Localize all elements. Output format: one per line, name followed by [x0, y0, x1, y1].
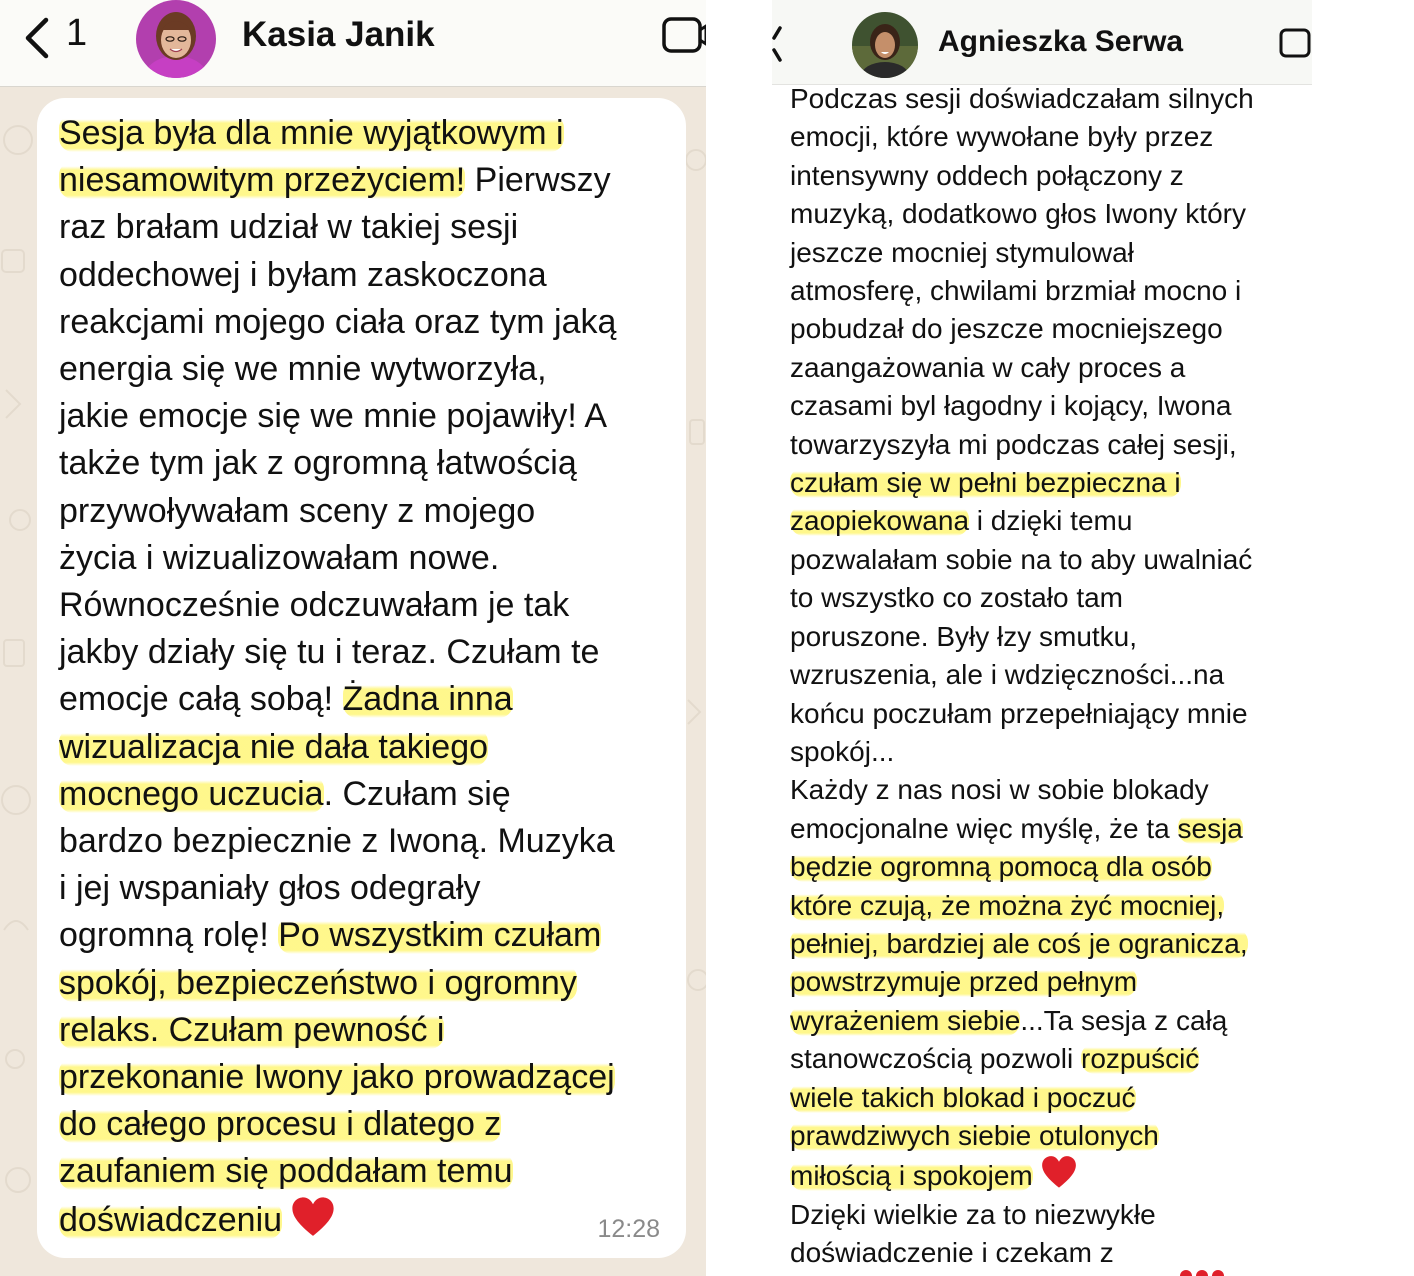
text-segment: jakie emocje się we mnie pojawiły! A	[59, 397, 608, 436]
message-timestamp: 12:28	[597, 1215, 660, 1243]
highlighted-text: mocnego uczucia	[59, 774, 324, 813]
unread-count[interactable]: 1	[66, 12, 88, 54]
contact-name[interactable]: Agnieszka Serwa	[938, 25, 1184, 58]
message-line	[790, 310, 1290, 348]
highlighted-text: będzie ogromną pomocą dla osób	[790, 851, 1212, 883]
text-segment	[1033, 1160, 1041, 1191]
text-segment: muzyką, dodatkowo głos Iwony który	[790, 198, 1246, 230]
message-line	[59, 299, 679, 346]
message-line	[790, 272, 1290, 310]
text-segment: bardzo bezpiecznie z Iwoną. Muzyka	[59, 822, 615, 861]
text-segment: stanowczością pozwoli	[790, 1043, 1082, 1075]
text-segment: doświadczenie i czekam z	[790, 1236, 1114, 1268]
message-line	[790, 887, 1290, 925]
highlighted-text: Sesja była dla mnie wyjątkowym i	[59, 114, 564, 152]
heart-emoji-icon	[291, 1196, 335, 1237]
message-line	[59, 676, 679, 723]
message-line	[59, 818, 679, 865]
highlighted-text: zaopiekowana	[790, 505, 970, 537]
highlighted-text: wizualizacja nie dała takiego	[59, 727, 489, 766]
text-segment: życia i wizualizowałam nowe.	[59, 538, 500, 577]
message-line	[790, 848, 1290, 886]
message-text	[59, 110, 679, 1244]
message-line	[59, 912, 679, 959]
message-line	[59, 865, 679, 912]
message-line	[59, 110, 679, 157]
message-line	[790, 195, 1290, 233]
message-line	[59, 1007, 679, 1054]
text-segment: Równocześnie odczuwałam je tak	[59, 586, 570, 625]
left-chat-panel	[0, 0, 706, 1276]
message-line	[59, 204, 679, 251]
message-bubble[interactable]	[37, 98, 686, 1258]
message-line	[790, 118, 1290, 156]
text-segment: Podczas sesji doświadczałam silnych	[790, 83, 1254, 114]
message-line	[790, 963, 1290, 1001]
text-segment: atmosferę, chwilami brzmiał mocno i	[790, 275, 1242, 307]
message-line	[59, 582, 679, 629]
chat-header	[772, 0, 1312, 85]
message-line	[790, 1002, 1290, 1040]
back-chevron-icon[interactable]	[18, 16, 58, 60]
text-segment: ogromną rolę!	[59, 916, 279, 955]
text-segment: i dzięki temu	[969, 505, 1133, 537]
message-line	[790, 426, 1290, 464]
highlighted-text: które czują, że można żyć mocniej,	[790, 889, 1225, 921]
message-line	[790, 656, 1290, 694]
message-line	[790, 810, 1290, 848]
text-segment: Dzięki wielkie za to niezwykłe	[790, 1198, 1156, 1230]
text-segment: także tym jak z ogromną łatwością	[59, 444, 577, 483]
message-line	[790, 1040, 1290, 1078]
text-segment: towarzyszyła mi podczas całej sesji,	[790, 428, 1237, 460]
message-line	[790, 771, 1290, 809]
message-line	[59, 771, 679, 818]
message-line	[59, 346, 679, 393]
highlighted-text: pełniej, bardziej ale coś je ogranicza,	[790, 927, 1248, 959]
text-segment: czasami byl łagodny i kojący, Iwona	[790, 390, 1232, 422]
message-line	[790, 157, 1290, 195]
text-segment: raz brałam udział w takiej sesji	[59, 208, 519, 247]
message-line	[59, 393, 679, 440]
video-call-icon[interactable]	[662, 16, 706, 54]
text-segment: emocji, które wywołane były przez	[790, 121, 1214, 153]
highlighted-text: czułam się w pełni bezpieczna i	[790, 467, 1181, 499]
highlighted-text: do całego procesu i dlatego z	[59, 1105, 502, 1144]
highlighted-text: rozpuścić	[1081, 1043, 1200, 1075]
message-line	[59, 629, 679, 676]
highlighted-text: Żadna inna	[342, 680, 513, 719]
message-line	[59, 1054, 679, 1101]
text-segment: ...Ta sesja z całą	[1020, 1004, 1228, 1036]
message-line	[790, 387, 1290, 425]
text-segment: końcu poczułam przepełniający mnie	[790, 697, 1248, 729]
message-line	[790, 541, 1290, 579]
message-line	[59, 1196, 679, 1244]
highlighted-text: Po wszystkim czułam	[278, 916, 602, 955]
highlighted-text: sesja	[1177, 812, 1243, 844]
highlighted-text: miłością i spokojem	[790, 1160, 1033, 1192]
highlighted-text: wyrażeniem siebie	[790, 1004, 1021, 1036]
text-segment: jakby działy się tu i teraz. Czułam te	[59, 633, 600, 672]
text-segment: emocje całą sobą!	[59, 680, 343, 719]
message-line	[790, 695, 1290, 733]
message-line	[790, 1079, 1290, 1117]
text-segment: zaangażowania w cały proces a	[790, 351, 1186, 383]
text-segment	[282, 1201, 291, 1239]
message-line	[59, 252, 679, 299]
text-segment: Pierwszy	[465, 161, 611, 200]
highlighted-text: spokój, bezpieczeństwo i ogromny	[59, 963, 577, 1002]
right-chat-panel	[772, 0, 1312, 1276]
highlighted-text: relaks. Czułam pewność i	[59, 1010, 445, 1049]
square-icon[interactable]	[1279, 28, 1311, 58]
message-line	[790, 349, 1290, 387]
message-line	[59, 1101, 679, 1148]
highlighted-text: niesamowitym przeżyciem!	[59, 161, 466, 200]
message-line	[59, 440, 679, 487]
text-segment: reakcjami mojego ciała oraz tym jaką	[59, 302, 617, 341]
text-segment: intensywny oddech połączony z	[790, 159, 1184, 191]
text-segment: . Czułam się	[323, 774, 511, 813]
highlighted-text: doświadczeniu	[59, 1200, 283, 1239]
highlighted-text: przekonanie Iwony jako prowadzącej	[59, 1058, 615, 1097]
message-line	[790, 464, 1290, 502]
highlighted-text: wiele takich blokad i poczuć	[790, 1081, 1136, 1113]
contact-name[interactable]: Kasia Janik	[242, 15, 435, 54]
highlighted-text: powstrzymuje przed pełnym	[790, 966, 1138, 998]
message-line	[790, 1196, 1290, 1234]
text-segment: pozwalałam sobie na to aby uwalniać	[790, 543, 1253, 575]
text-segment: to wszystko co zostało tam	[790, 582, 1124, 614]
contact-avatar[interactable]	[136, 0, 216, 78]
message-line	[790, 234, 1290, 272]
highlighted-text: zaufaniem się poddałam temu	[59, 1152, 513, 1191]
text-segment: jeszcze mocniej stymulował	[790, 236, 1134, 268]
text-segment: wzruszenia, ale i wdzięczności...na	[790, 659, 1225, 691]
message-line	[790, 502, 1290, 540]
cut-off-emoji-icon	[1172, 1262, 1252, 1276]
message-line	[59, 960, 679, 1007]
message-line	[790, 1155, 1290, 1195]
message-line	[59, 535, 679, 582]
text-segment: oddechowej i byłam zaskoczona	[59, 255, 547, 294]
text-segment: Każdy z nas nosi w sobie blokady	[790, 774, 1209, 806]
message-line	[790, 80, 1290, 118]
heart-emoji-icon	[1041, 1155, 1077, 1189]
text-segment: emocjonalne więc myślę, że ta	[790, 812, 1178, 844]
message-line	[59, 1148, 679, 1195]
message-line	[790, 618, 1290, 656]
contact-avatar[interactable]	[852, 12, 918, 78]
message-text	[790, 80, 1290, 1272]
message-line	[59, 488, 679, 535]
text-segment: pobudzał do jeszcze mocniejszego	[790, 313, 1223, 345]
chat-header	[0, 0, 706, 87]
text-segment: energia się we mnie wytworzyła,	[59, 350, 547, 389]
message-line	[790, 1117, 1290, 1155]
message-line	[790, 579, 1290, 617]
highlighted-text: prawdziwych siebie otulonych	[790, 1119, 1159, 1151]
message-line	[59, 157, 679, 204]
text-segment: i jej wspaniały głos odegrały	[59, 869, 481, 908]
message-line	[790, 733, 1290, 771]
text-segment: poruszone. Były łzy smutku,	[790, 620, 1138, 652]
back-chevron-icon[interactable]	[772, 24, 782, 64]
message-line	[59, 724, 679, 771]
text-segment: przywoływałam sceny z mojego	[59, 491, 536, 530]
text-segment: spokój...	[790, 735, 895, 767]
message-line	[790, 925, 1290, 963]
